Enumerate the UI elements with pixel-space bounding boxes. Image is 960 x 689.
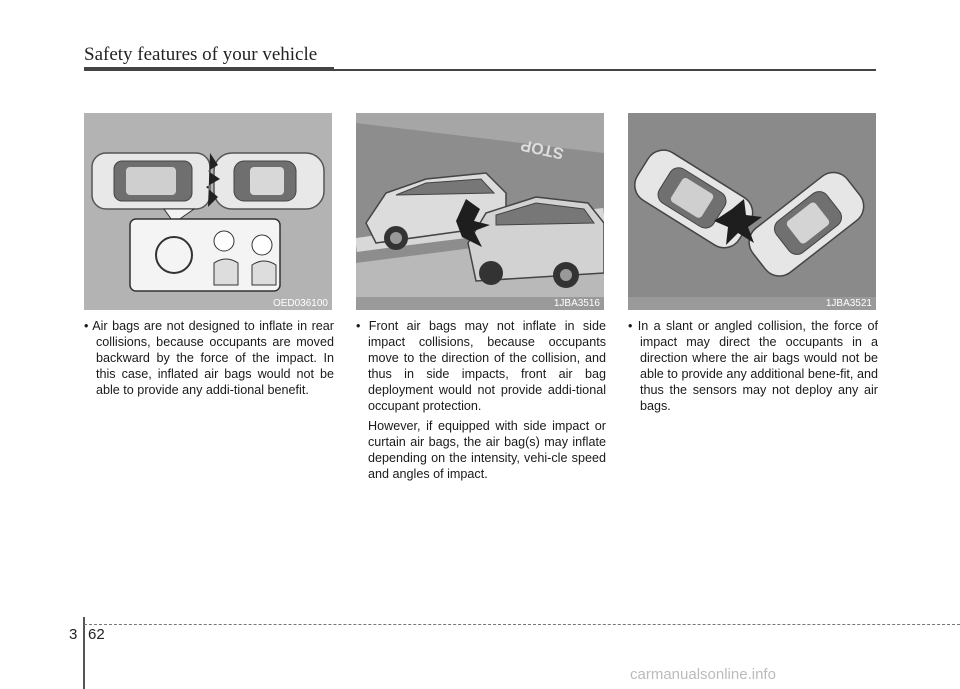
chapter-number: 3	[69, 626, 78, 643]
figure-angled-collision	[628, 113, 876, 310]
column-3-text	[628, 318, 878, 414]
rear-collision-illustration	[84, 113, 332, 310]
watermark: carmanualsonline.info	[630, 666, 776, 683]
footer-dashed-rule	[84, 624, 960, 625]
figure-rear-collision	[84, 113, 332, 310]
header-rule	[84, 67, 334, 71]
side-collision-illustration	[356, 113, 604, 310]
bullet-rear-collision: • Air bags are not designed to inflate in rear collisions, because occupants are moved backward by the force of the impact. In this case, inflated air bags would not be able to provide any addi-tional benefit.	[84, 318, 334, 398]
column-2-text	[356, 318, 606, 482]
figure-code: OED036100	[272, 298, 328, 309]
bullet-side-collision: • Front air bags may not inflate in side impact collisions, because occupants move to the direction of the collision, and thus in side impacts, front air bag deployment would not provide addi-tional occupant protection.	[356, 318, 606, 414]
side-impact-note: However, if equipped with side impact or curtain air bags, the air bag(s) may inflate depending on the intensity, vehi-cle speed and angles of impact.	[368, 419, 606, 481]
suv-car-icon	[92, 153, 210, 209]
sedan-car-icon	[214, 153, 324, 209]
footer-divider	[83, 617, 85, 689]
figure-code: 1JBA3521	[825, 298, 872, 309]
stop-road-marking: STOP	[519, 135, 566, 162]
column-1-text	[84, 318, 334, 398]
bullet-angled-collision: • In a slant or angled collision, the force of impact may direct the occupants in a direction where the air bags would not be able to provide any additional bene-fit, and thus the sensors may not deploy any air bags.	[628, 318, 878, 414]
page-number: 62	[88, 626, 105, 643]
figure-code: 1JBA3516	[553, 298, 600, 309]
header-rule-thin	[334, 69, 876, 71]
page-header-title: Safety features of your vehicle	[84, 44, 318, 65]
figure-side-collision	[356, 113, 604, 310]
angled-collision-illustration	[628, 113, 876, 310]
